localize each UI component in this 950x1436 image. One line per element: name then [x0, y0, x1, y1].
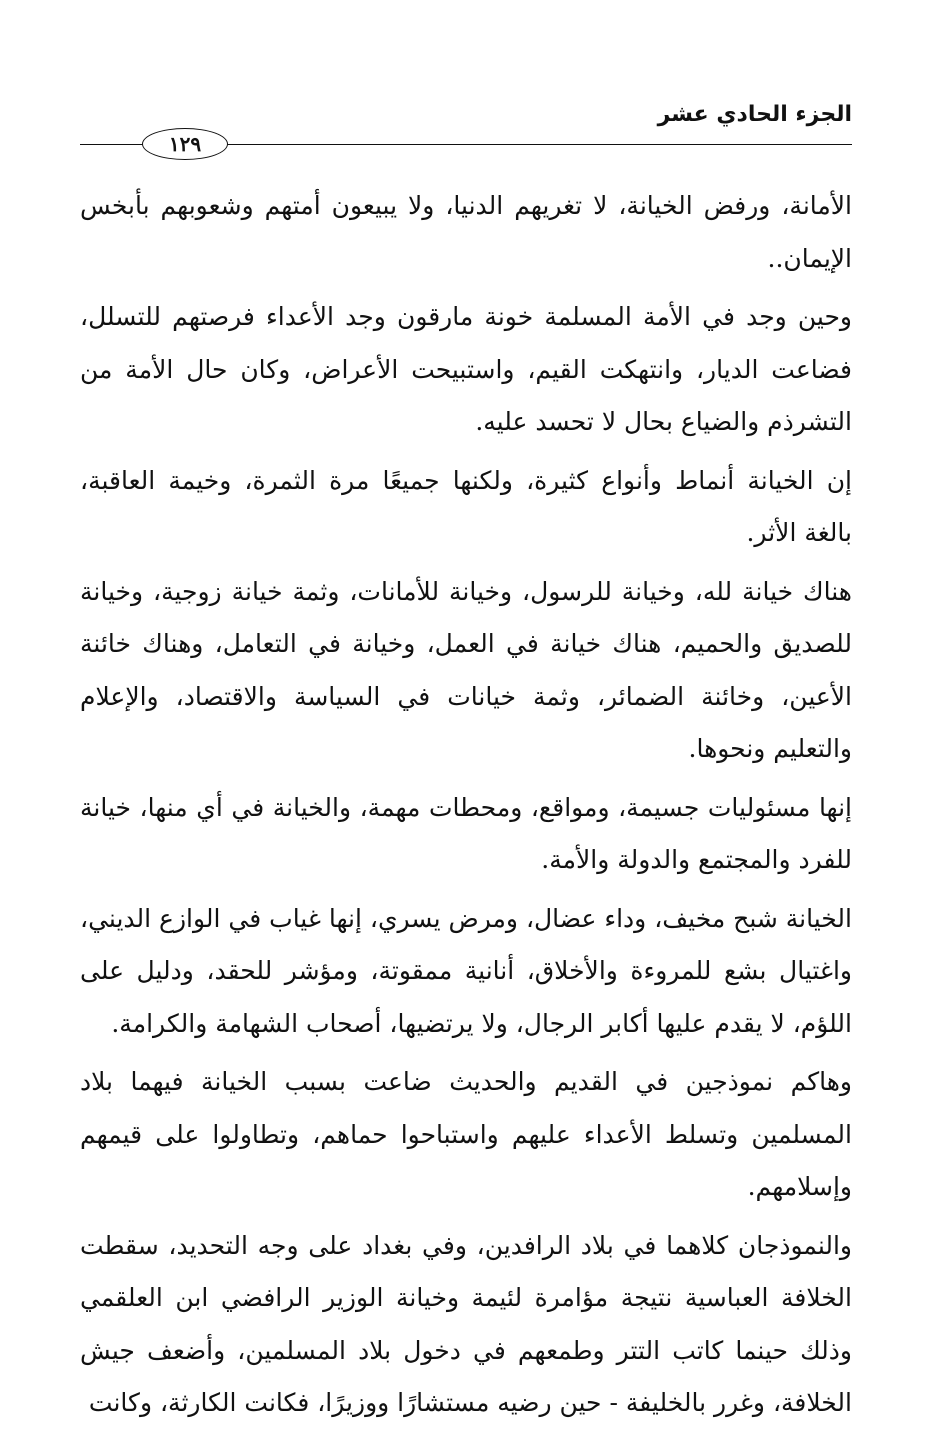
paragraph: إن الخيانة أنماط وأنواع كثيرة، ولكنها جميعًا مرة الثمرة، وخيمة العاقبة، بالغة الأثر. — [80, 465, 852, 547]
paragraph: وحين وجد في الأمة المسلمة خونة مارقون وجد الأعداء فرصتهم للتسلل، فضاعت الديار، وانتهكت القيم، واستبيحت الأعراض، وكان حال الأمة من التشرذم والضياع بحال لا تحسد عليه. — [80, 302, 852, 436]
paragraph: وهاكم نموذجين في القديم والحديث ضاعت بسبب الخيانة فيهما بلاد المسلمين وتسلط الأعداء عليهم واستباحوا حماهم، وتطاولوا على قيمهم وإسلامهم. — [80, 1067, 852, 1201]
page-number: ١٢٩ — [142, 128, 228, 160]
page-header — [80, 100, 852, 170]
paragraph: والنموذجان كلاهما في بلاد الرافدين، وفي بغداد على وجه التحديد، سقطت الخلافة العباسية نتيجة مؤامرة لئيمة وخيانة الوزير الرافضي ابن العلقمي وذلك حينما كاتب التتر وطمعهم في دخول بلاد المسلمين، وأضعف جيش الخلافة، وغرر بالخليفة - حين رضيه مستشارًا ووزيرًا، فكانت الكارثة، وكانت — [80, 1230, 852, 1417]
page-body — [80, 180, 852, 1436]
section-title: الجزء الحادي عشر — [657, 102, 852, 127]
paragraph: الخيانة شبح مخيف، وداء عضال، ومرض يسري، إنها غياب في الوازع الديني، واغتيال بشع للمروءة والأخلاق، أنانية ممقوتة، ومؤشر للحقد، ودليل على اللؤم، لا يقدم عليها أكابر الرجال، ولا يرتضيها، أصحاب الشهامة والكرامة. — [80, 903, 852, 1038]
paragraph: الأمانة، ورفض الخيانة، لا تغريهم الدنيا، ولا يبيعون أمتهم وشعوبهم بأبخس الإيمان.. — [80, 191, 852, 273]
paragraph: هناك خيانة لله، وخيانة للرسول، وخيانة للأمانات، وثمة خيانة زوجية، وخيانة للصديق والحميم، هناك خيانة في العمل، وخيانة في التعامل، وهناك خائنة الأعين، وخائنة الضمائر، وثمة خيانات في السياسة والاقتصاد، والإعلام والتعليم ونحوها. — [80, 576, 852, 763]
paragraph: إنها مسئوليات جسيمة، ومواقع، ومحطات مهمة، والخيانة في أي منها، خيانة للفرد والمجتمع والدولة والأمة. — [80, 792, 852, 874]
